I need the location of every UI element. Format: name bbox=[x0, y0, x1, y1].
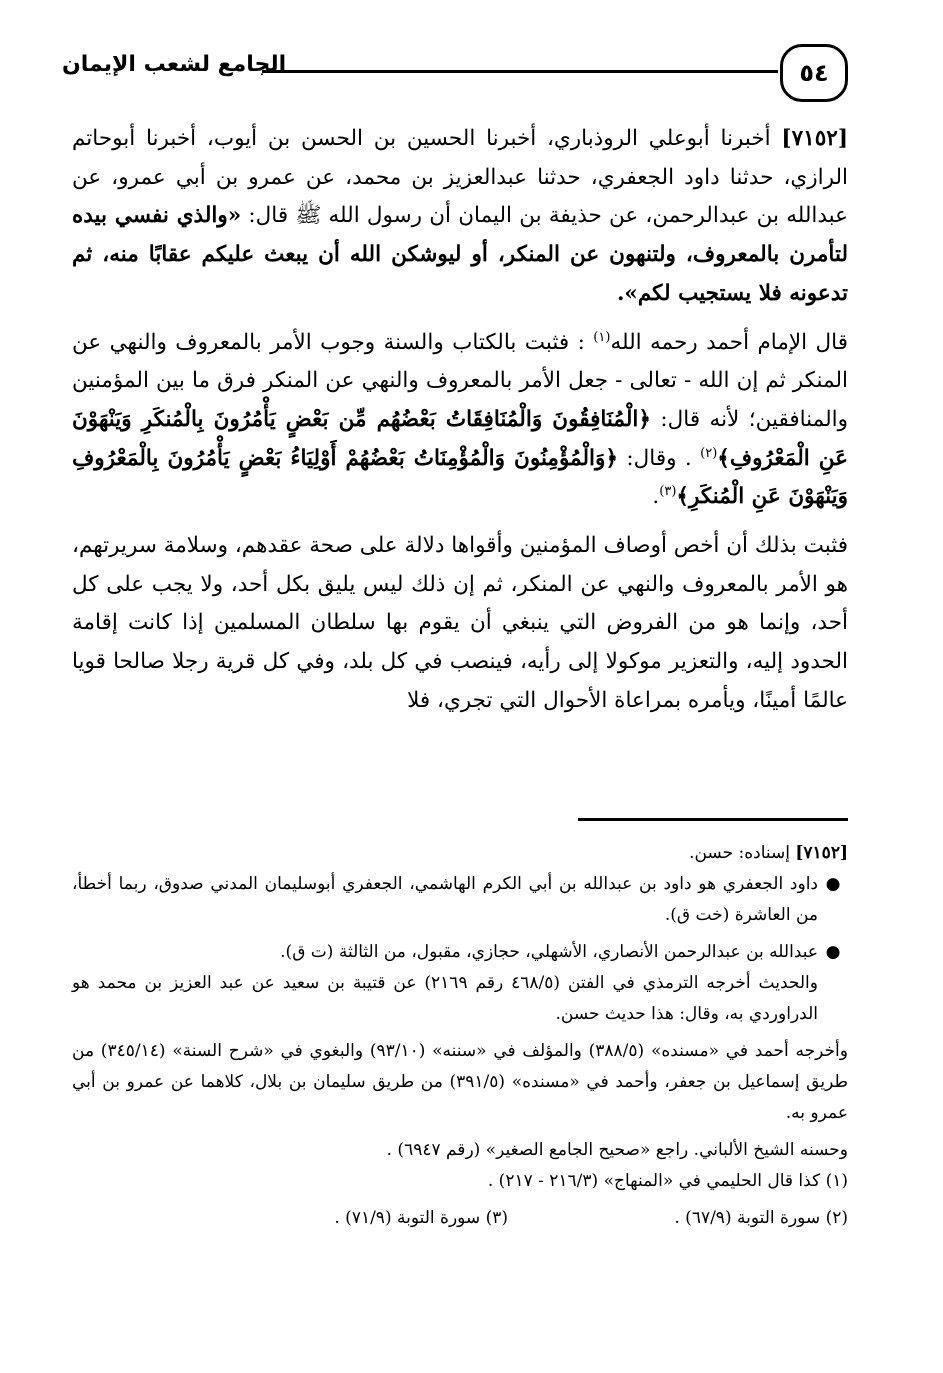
imam-text-1: : فثبت بالكتاب والسنة وجوب الأمر بالمعروف والنهي عن المنكر ثم إن الله - تعالى - جعل الأمر بالمعروف والنهي عن المنكر فرق ما بين المؤمنين والمنافقين؛ لأنه قال: bbox=[72, 329, 848, 432]
notes-head-text: إسناده: حسن. bbox=[689, 843, 790, 863]
hadith-matn: «والذي نفسي بيده لتأمرن بالمعروف، ولتنهون عن المنكر، أو ليوشكن الله أن يبعث عليكم عقابًا منه، ثم تدعونه فلا يستجيب لكم». bbox=[72, 203, 848, 306]
note-takhrij: وأخرجه أحمد في «مسنده» (٣٨٨/٥) والمؤلف في «سننه» (٩٣/١٠) والبغوي في «شرح السنة» (٣٤٥/١٤) من طريق إسماعيل بن جعفر، وأحمد في «مسنده» (٣٩١/٥) من طريق سليمان بن بلال، كلاهما عن عمرو بن أبي عمرو به. bbox=[72, 1041, 848, 1123]
page-number: ٥٤ bbox=[780, 44, 848, 102]
footnote-ref-3: (٣) bbox=[659, 484, 677, 500]
hadith-number: [٧١٥٢] bbox=[781, 126, 848, 151]
notes-hadith-number: [٧١٥٢] bbox=[795, 843, 848, 863]
hadith-isnad: أخبرنا أبوعلي الروذباري، أخبرنا الحسين بن الحسن بن أيوب، أخبرنا أبوحاتم الرازي، حدثنا داود الجعفري، حدثنا عبدالعزيز بن محمد، عن عمرو بن أبي عمرو، عن عبدالله بن عبدالرحمن، عن حذيفة بن اليمان أن رسول الله ﷺ قال: bbox=[72, 126, 848, 229]
note-bullet-1 bbox=[72, 869, 848, 931]
quran-verse-1: ﴿الْمُنَافِقُونَ وَالْمُنَافِقَاتُ بَعْضُهُم مِّن بَعْضٍ يَأْمُرُونَ بِالْمُنكَرِ وَيَنْهَوْنَ عَنِ الْمَعْرُوفِ﴾ bbox=[72, 406, 848, 471]
quran-verse-2: ﴿وَالْمُؤْمِنُونَ وَالْمُؤْمِنَاتُ بَعْضُهُمْ أَوْلِيَاءُ بَعْضٍ يَأْمُرُونَ بِالْمَعْرُوفِ وَيَنْهَوْنَ عَنِ الْمُنكَرِ﴾ bbox=[72, 445, 848, 510]
footnote-row bbox=[72, 1203, 848, 1234]
note-bullet-2-text: عبدالله بن عبدالرحمن الأنصاري، الأشهلي، حجازي، مقبول، من الثالثة (ت ق). bbox=[280, 942, 818, 962]
book-title: الجامع لشعب الإيمان bbox=[62, 52, 287, 77]
footnotes bbox=[72, 838, 848, 1234]
paragraph-3: فثبت بذلك أن أخص أوصاف المؤمنين وأقواها دلالة على صحة عقدهم، وسلامة سريرتهم، هو الأمر بالمعروف والنهي عن المنكر، ثم إن ذلك ليس يليق بكل أحد، ولا يجب على كل أحد، وإنما هو من الفروض التي ينبغي أن يقوم بها سلطان المسلمين إذا كانت إقامة الحدود إليه، والتعزير موكولا إلى رأيه، فينصب في كل بلد، وفي كل قرية رجلا صالحا قويا عالمًا أمينًا، ويأمره بمراعاة الأحوال التي تجري، فلا bbox=[72, 533, 848, 713]
footnote-ref-2: (٢) bbox=[700, 445, 718, 461]
footnote-1: (١) كذا قال الحليمي في «المنهاج» (٢١٦/٣ - ٢١٧) . bbox=[487, 1171, 848, 1191]
imam-text-2: . وقال: bbox=[626, 445, 692, 471]
footnote-2: (٢) سورة التوبة (٦٧/٩) . bbox=[674, 1208, 848, 1228]
note-albani: وحسنه الشيخ الألباني. راجع «صحيح الجامع الصغير» (رقم ٦٩٤٧) . bbox=[386, 1140, 848, 1160]
bullet-icon: ● bbox=[825, 874, 841, 894]
hadith-paragraph bbox=[72, 120, 848, 314]
footnote-rule bbox=[578, 818, 848, 821]
imam-intro: قال الإمام أحمد رحمه الله bbox=[610, 329, 848, 355]
notes-head bbox=[72, 838, 848, 869]
header-rule bbox=[262, 70, 778, 73]
main-text bbox=[72, 120, 848, 721]
note-bullet-1-text: داود الجعفري هو داود بن عبدالله بن أبي الكرم الهاشمي، الجعفري أبوسليمان المدني صدوق، ربما أخطأ، من العاشرة (خت ق). bbox=[72, 874, 818, 925]
imam-paragraph bbox=[72, 324, 848, 518]
note-bullet-2-cont: والحديث أخرجه الترمذي في الفتن (٤٦٨/٥ رقم ٢١٦٩) عن قتيبة بن سعيد عن عبد العزيز بن محمد هو الدراوردي به، وقال: هذا حديث حسن. bbox=[72, 973, 818, 1024]
footnote-3: (٣) سورة التوبة (٧١/٩) . bbox=[334, 1208, 508, 1228]
imam-end: . bbox=[652, 484, 660, 510]
note-bullet-2 bbox=[72, 937, 848, 968]
footnote-ref-1: (١) bbox=[593, 329, 611, 345]
page-header bbox=[62, 38, 848, 118]
bullet-icon: ● bbox=[825, 942, 841, 962]
